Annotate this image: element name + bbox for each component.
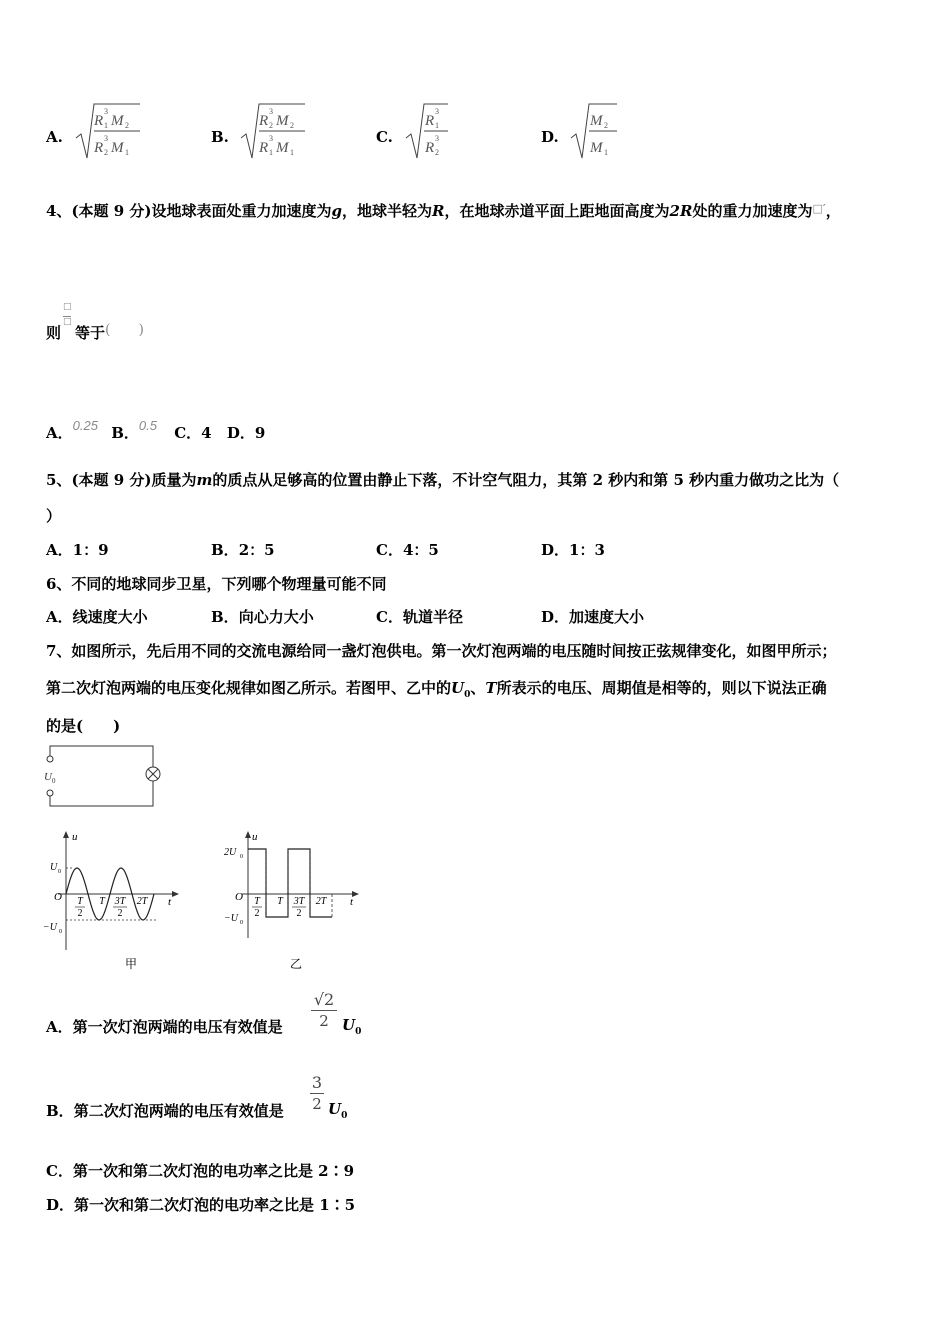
fraction-placeholder — [61, 302, 75, 332]
svg-text:R: R — [425, 113, 435, 129]
q7-graph-yi — [220, 828, 380, 978]
svg-text:2U: 2U — [224, 847, 237, 858]
svg-text:T: T — [77, 896, 83, 907]
svg-text:1: 1 — [125, 148, 129, 157]
svg-text:R: R — [259, 113, 269, 129]
svg-text:3: 3 — [104, 134, 108, 143]
lamp-icon — [146, 767, 160, 781]
terminal-icon — [47, 756, 53, 762]
svg-text:1: 1 — [104, 121, 108, 130]
q3-option-a-formula — [74, 100, 144, 162]
svg-text:u: u — [72, 831, 78, 843]
svg-text:2: 2 — [125, 121, 129, 130]
svg-text:3: 3 — [269, 107, 273, 116]
svg-text:M: M — [111, 140, 124, 156]
q7-option-a-fraction: √2 2 — [309, 990, 339, 1030]
q3-option-d[interactable] — [541, 128, 559, 146]
q7-option-a-unit: $U_0$ — [342, 1016, 362, 1037]
q7-option-d[interactable]: D．第一次和第二次灯泡的电功率之比是 1∶5 — [46, 1196, 356, 1214]
q6-stem: 6、不同的地球同步卫星，下列哪个物理量可能不同 — [46, 575, 387, 593]
svg-text:T: T — [99, 896, 105, 907]
svg-text:−U: −U — [224, 913, 238, 924]
q7-option-b-fraction: 3 2 — [311, 1073, 323, 1113]
svg-text:R: R — [94, 113, 104, 129]
q4-stem-line2: 则 □ □ 等于( ) — [46, 302, 144, 342]
svg-text:2T: 2T — [315, 896, 327, 907]
svg-text:0: 0 — [240, 920, 243, 926]
svg-text:3: 3 — [435, 107, 439, 116]
q3-option-b-formula — [239, 100, 309, 162]
q4-option-a[interactable]: A．0.25 — [46, 418, 98, 442]
svg-text:0: 0 — [58, 869, 61, 875]
q7-stem-line1: 7、如图所示，先后用不同的交流电源给同一盏灯泡供电。第一次灯泡两端的电压随时间按正弦规律变化，如图甲所示； — [46, 642, 837, 660]
q5-stem-line2: ） — [46, 507, 62, 525]
q3-option-d-formula — [569, 100, 621, 162]
q7-circuit-diagram — [40, 740, 170, 812]
q6-option-c[interactable]: C．轨道半径 — [376, 608, 463, 626]
svg-text:1: 1 — [290, 148, 294, 157]
option-letter: D. — [541, 128, 559, 146]
svg-text:0: 0 — [240, 854, 243, 860]
svg-text:1: 1 — [269, 148, 273, 157]
svg-text:3: 3 — [269, 134, 273, 143]
q3-option-b[interactable] — [211, 128, 229, 146]
q5-option-c[interactable]: C．4：5 — [376, 541, 439, 559]
q4-option-b[interactable]: B．0.5 — [111, 418, 157, 442]
q4-option-c[interactable]: C．4 — [174, 424, 212, 442]
svg-text:U: U — [44, 771, 52, 783]
option-letter: C. — [376, 128, 393, 146]
svg-text:3: 3 — [104, 107, 108, 116]
svg-text:R: R — [425, 140, 435, 156]
svg-text:2: 2 — [604, 121, 608, 130]
svg-text:t: t — [350, 896, 354, 908]
svg-text:2T: 2T — [136, 896, 148, 907]
svg-text:U: U — [50, 862, 58, 873]
svg-text:u: u — [252, 831, 258, 843]
q3-option-a[interactable] — [46, 128, 63, 146]
q7-stem-line2: 第二次灯泡两端的电压变化规律如图乙所示。若图甲、乙中的$U_0$、T所表示的电压、周期值是相等的，则以下说法正确 — [46, 679, 827, 700]
svg-text:2: 2 — [290, 121, 294, 130]
q3-option-c-formula — [404, 100, 452, 162]
q5-option-b[interactable]: B．2：5 — [211, 541, 275, 559]
svg-text:M: M — [590, 113, 603, 129]
svg-text:2: 2 — [254, 908, 260, 919]
placeholder-box-icon: □ — [812, 202, 823, 215]
q7-option-a[interactable]: A．第一次灯泡两端的电压有效值是 — [46, 1018, 283, 1036]
svg-text:M: M — [276, 140, 289, 156]
svg-text:0: 0 — [52, 777, 56, 785]
svg-text:甲: 甲 — [124, 957, 138, 971]
svg-text:2: 2 — [296, 908, 302, 919]
q4-stem: 4、(本题 9 分)设地球表面处重力加速度为g，地球半轻为R，在地球赤道平面上距地面高度为2R处的重力加速度为□′， — [46, 202, 841, 220]
svg-text:M: M — [276, 113, 289, 129]
svg-text:M: M — [111, 113, 124, 129]
placeholder-box-icon: □ — [63, 317, 72, 327]
svg-text:R: R — [259, 140, 269, 156]
q4-option-d[interactable]: D．9 — [226, 424, 266, 442]
svg-text:3T: 3T — [293, 896, 305, 907]
svg-text:1: 1 — [604, 148, 608, 157]
q3-option-c[interactable] — [376, 128, 393, 146]
q5-option-a[interactable]: A．1：9 — [46, 541, 109, 559]
q6-option-d[interactable]: D．加速度大小 — [541, 608, 645, 626]
svg-text:R: R — [94, 140, 104, 156]
q6-option-b[interactable]: B．向心力大小 — [211, 608, 314, 626]
q5-stem: 5、(本题 9 分)质量为m的质点从足够高的位置由静止下落，不计空气阻力，其第 2 秒内和第 5 秒内重力做功之比为（ — [46, 471, 840, 489]
option-letter: B. — [211, 128, 229, 146]
svg-text:O: O — [235, 891, 243, 903]
svg-text:3T: 3T — [114, 896, 126, 907]
svg-text:t: t — [168, 896, 172, 908]
q4-options — [46, 418, 265, 443]
svg-text:2: 2 — [435, 148, 439, 157]
svg-text:1: 1 — [435, 121, 439, 130]
svg-text:乙: 乙 — [289, 957, 303, 971]
svg-text:0: 0 — [59, 929, 62, 935]
svg-text:2: 2 — [269, 121, 273, 130]
placeholder-box-icon: □ — [63, 302, 72, 312]
q7-stem-line3: 的是( ) — [46, 717, 121, 735]
svg-text:O: O — [54, 891, 62, 903]
svg-text:−U: −U — [43, 922, 57, 933]
q5-option-d[interactable]: D．1：3 — [541, 541, 605, 559]
terminal-icon — [47, 790, 53, 796]
svg-text:T: T — [277, 896, 283, 907]
svg-text:2: 2 — [77, 908, 83, 919]
q7-graph-jia — [40, 828, 190, 978]
svg-text:2: 2 — [117, 908, 123, 919]
svg-text:3: 3 — [435, 134, 439, 143]
q7-option-b[interactable]: B．第二次灯泡两端的电压有效值是 — [46, 1102, 284, 1120]
svg-text:T: T — [254, 896, 260, 907]
q7-option-b-unit: $U_0$ — [328, 1100, 348, 1121]
svg-text:M: M — [590, 140, 603, 156]
q7-option-c[interactable]: C．第一次和第二次灯泡的电功率之比是 2∶9 — [46, 1162, 355, 1180]
option-letter: A. — [46, 128, 63, 146]
svg-text:2: 2 — [104, 148, 108, 157]
q6-option-a[interactable]: A．线速度大小 — [46, 608, 148, 626]
